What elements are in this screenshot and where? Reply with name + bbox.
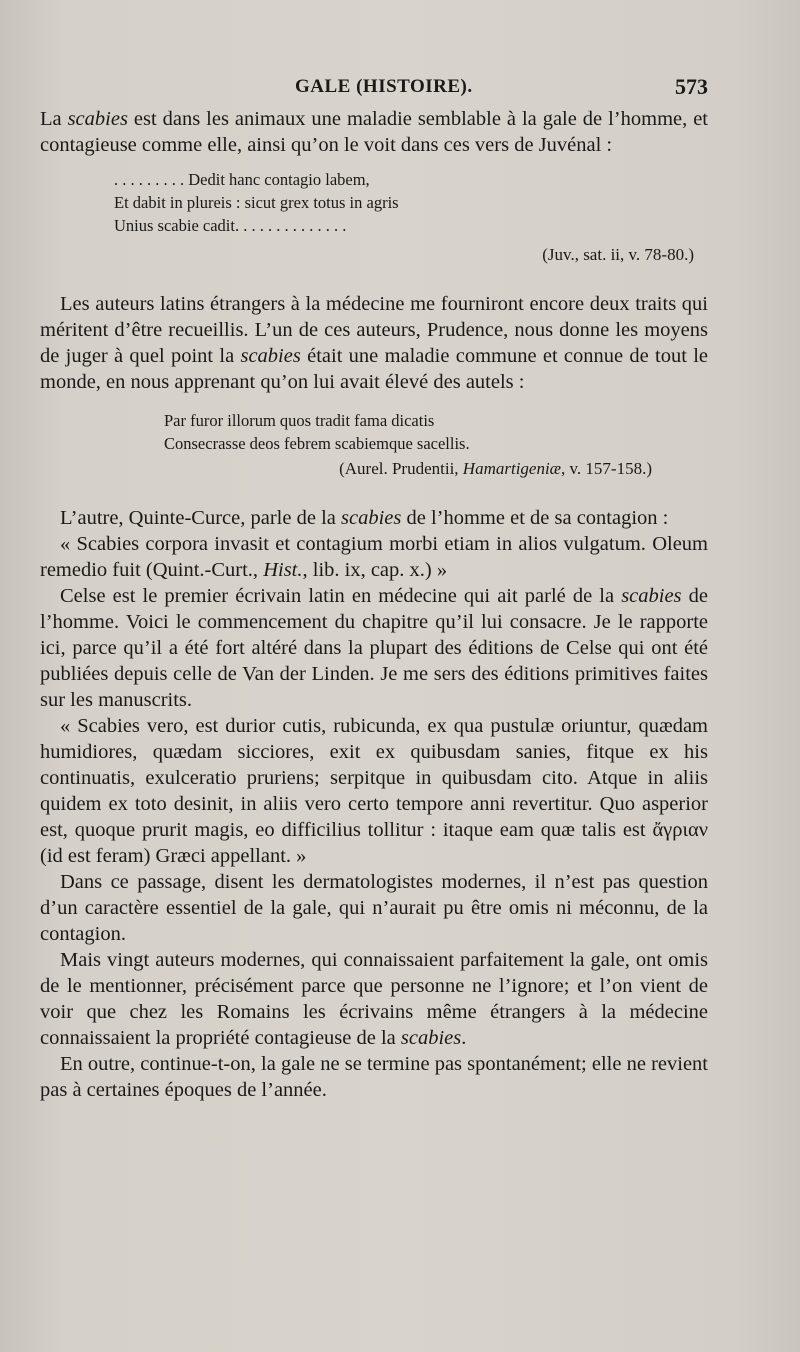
spacer (40, 267, 708, 291)
paragraph-6: « Scabies vero, est durior cutis, rubicunda, ex qua pustulæ oriuntur, quædam humidiores, quædam sicciores, exit ex quibusdam sanies, fitque ex his continuatis, exulceratio pruriens; serpitque in quibusdam cito. Atque in aliis quidem ex toto desinit, in aliis vero certo tempore anni revertitur. Quo asperior est, quoque prurit magis, eo difficilius tollitur : itaque eam quæ talis est ἄγριαν (id est feram) Græci appellant. » (40, 715, 708, 867)
text-run: Celse est le premier écrivain latin en médecine qui ait parlé de la (60, 585, 622, 607)
body-text (40, 106, 708, 1103)
running-title: GALE (HISTOIRE). (295, 76, 473, 97)
paragraph-7: Dans ce passage, disent les dermatologistes modernes, il n’est pas question d’un caractère essentiel de la gale, qui n’aurait pu être omis ni méconnu, de la contagion. (40, 871, 708, 945)
text-run: était une maladie commune et connue de tout le monde, en nous apprenant qu’on lui avait élevé des autels : (40, 345, 708, 393)
text-run: . (461, 1027, 467, 1049)
citation-prudentius (40, 457, 652, 481)
text-run: est dans les animaux une maladie semblable à la gale de l’homme, et contagieuse comme elle, ainsi qu’on le voit dans ces vers de Juvénal : (40, 108, 708, 156)
text-run: de l’homme et de sa contagion : (401, 507, 669, 529)
italic-term: Hamartigeniæ (462, 459, 562, 478)
italic-term: scabies (341, 507, 402, 529)
text-run: « Scabies corpora invasit et contagium morbi etiam in alios vulgatum. Oleum remedio fuit (Quint.-Curt., (40, 533, 708, 581)
italic-term: scabies (240, 345, 301, 367)
paragraph-1 (40, 106, 708, 158)
text-run: , lib. ix, cap. x.) » (302, 559, 448, 581)
text-run: (Aurel. Prudentii, (339, 459, 463, 478)
text-run: La (40, 108, 68, 130)
verse-line: Consecrasse deos febrem scabiemque sacellis. (164, 434, 470, 453)
italic-term: Hist. (263, 559, 303, 581)
italic-term: scabies (621, 585, 682, 607)
verse-quote-prudentius (164, 409, 708, 455)
text-run: , v. 157-158.) (561, 459, 652, 478)
paragraph-8 (40, 947, 708, 1051)
paragraph-4 (40, 531, 708, 583)
verse-line: Et dabit in plureis : sicut grex totus in agris (114, 193, 399, 212)
paragraph-5 (40, 583, 708, 713)
italic-term: scabies (400, 1027, 462, 1049)
verse-line: . . . . . . . . . Dedit hanc contagio labem, (114, 170, 370, 189)
text-run: Mais vingt auteurs modernes, qui connaissaient parfaitement la gale, ont omis de le mentionner, précisément parce que personne ne l’ignore; et l’on vient de voir que chez les Romains les écrivains même étrangers à la médecine connaissaient la propriété contagieuse de la (40, 949, 708, 1049)
spacer (40, 481, 708, 505)
verse-quote-juvenal (114, 168, 708, 237)
text-run: L’autre, Quinte-Curce, parle de la (60, 507, 341, 529)
italic-term: scabies (67, 108, 128, 130)
verse-line: Par furor illorum quos tradit fama dicatis (164, 411, 435, 430)
text-run: Les auteurs latins étrangers à la médecine me fourniront encore deux traits qui méritent d’être recueillis. L’un de ces auteurs, Prudence, nous donne les moyens de juger à quel point la (40, 293, 708, 367)
text-run: de l’homme. Voici le commencement du chapitre qu’il lui consacre. Je le rapporte ici, parce qu’il a été fort altéré dans la plupart des éditions de Celse qui ont été publiées depuis celle de Van der Linden. Je me sers des éditions primitives faites sur les manuscrits. (40, 585, 708, 711)
paragraph-9: En outre, continue-t-on, la gale ne se termine pas spontanément; elle ne revient pas à certaines époques de l’année. (40, 1053, 708, 1101)
paragraph-2 (40, 291, 708, 395)
verse-line: Unius scabie cadit. . . . . . . . . . . . . . (114, 216, 347, 235)
paragraph-3 (40, 505, 708, 531)
running-head (40, 72, 708, 102)
page-number: 573 (675, 74, 708, 99)
citation-juvenal: (Juv., sat. ii, v. 78-80.) (542, 245, 694, 264)
